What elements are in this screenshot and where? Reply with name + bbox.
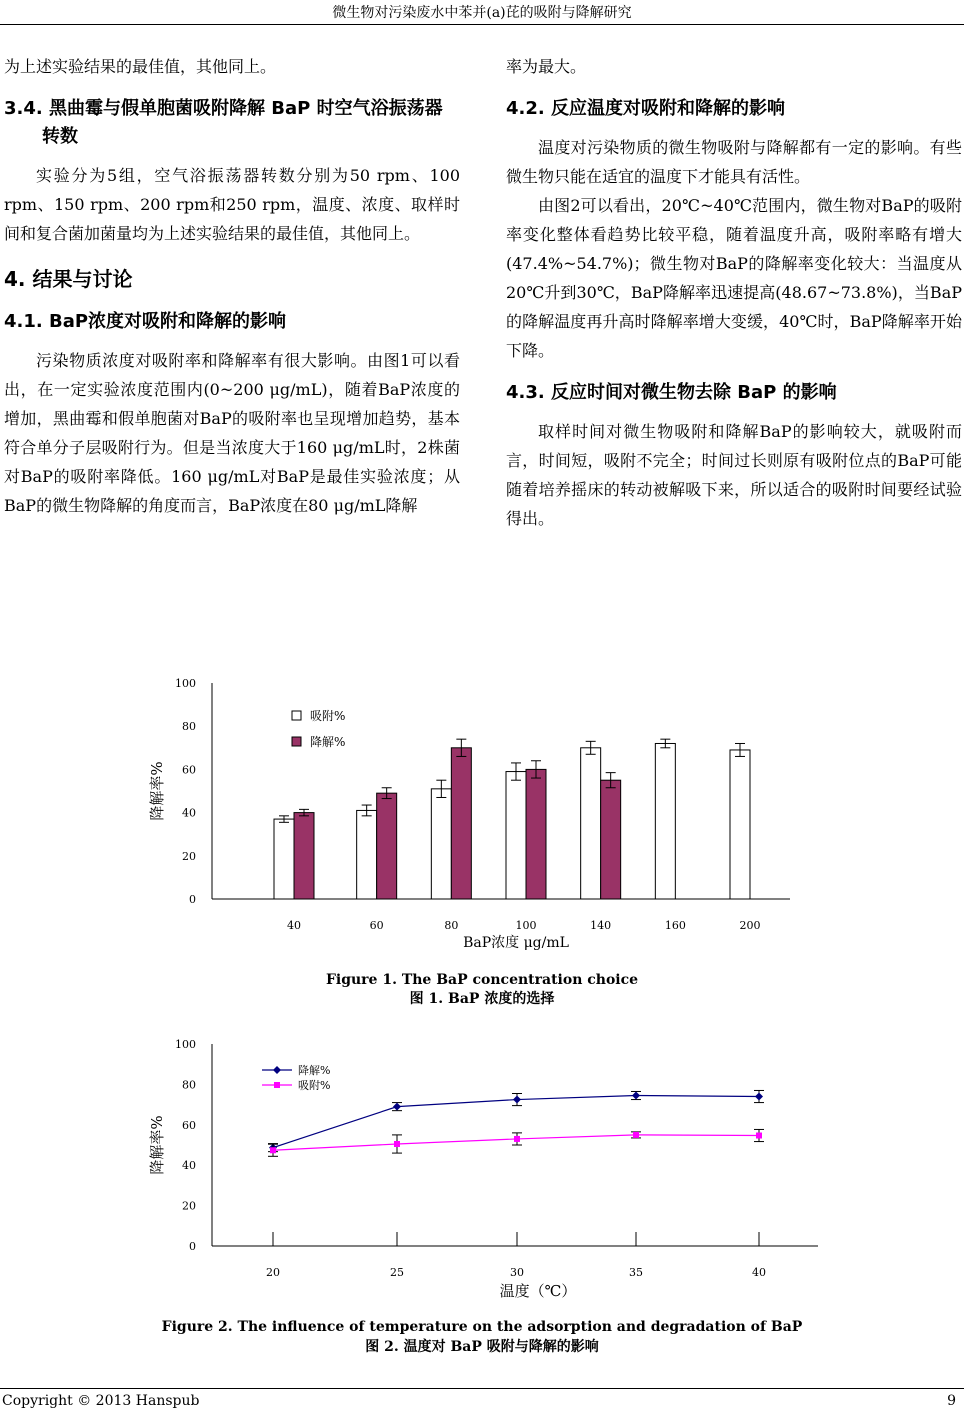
legend-label: 吸附% (310, 709, 346, 723)
bar-degradation (377, 793, 397, 899)
paragraph: 为上述实验结果的最佳值，其他同上。 (4, 57, 277, 76)
data-point-degradation (632, 1092, 640, 1100)
x-axis-label: BaP浓度 μg/mL (463, 935, 569, 951)
paragraph: 污染物质浓度对吸附率和降解率有很大影响。由图1可以看出，在一定实验浓度范围内(0~200 μg/mL)，随着BaP浓度的增加，黑曲霉和假单胞菌对BaP的吸附率也呈现增加趋势，基本符合单分子层吸附行为。但是当浓度大于160 μg/mL时，2株菌对BaP的吸附率降低。160 μg/mL对BaP是最佳实验浓度；从BaP的微生物降解的角度而言，BaP浓度在80 μg/mL降解 (4, 351, 460, 515)
y-tick-label: 60 (182, 763, 196, 777)
legend-swatch (292, 737, 301, 746)
y-tick-label: 20 (182, 849, 196, 863)
data-point-adsorption (756, 1133, 762, 1139)
y-axis-label: 降解率% (148, 761, 166, 821)
bar-adsorption (655, 743, 675, 899)
section-heading-4: 4. 结果与讨论 (4, 267, 133, 291)
right-column (506, 52, 962, 533)
figure-1-caption-en: Figure 1. The BaP concentration choice (325, 972, 639, 988)
figure-2-line-chart (0, 1030, 964, 1310)
legend-label: 降解% (298, 1064, 331, 1077)
copyright: Copyright © 2013 Hanspub (2, 1393, 200, 1409)
y-tick-label: 100 (175, 677, 196, 690)
y-tick-label: 80 (182, 720, 196, 734)
y-tick-label: 100 (175, 1038, 196, 1051)
y-tick-label: 0 (189, 1240, 196, 1253)
paragraph: 率为最大。 (506, 57, 587, 76)
bar-degradation (601, 780, 621, 899)
legend-swatch (292, 711, 301, 720)
y-tick-label: 60 (182, 1118, 196, 1132)
data-point-degradation (755, 1093, 763, 1101)
legend-label: 降解% (310, 735, 346, 749)
data-point-adsorption (394, 1141, 400, 1147)
bar-degradation (451, 748, 471, 899)
bar-adsorption (274, 819, 294, 899)
data-point-degradation (393, 1103, 401, 1111)
y-tick-label: 40 (182, 806, 196, 820)
y-tick-label: 0 (189, 893, 196, 906)
x-tick-label: 140 (590, 919, 612, 932)
x-tick-label: 160 (664, 919, 686, 932)
bar-adsorption (730, 750, 750, 899)
bar-adsorption (357, 810, 377, 899)
legend-marker (273, 1066, 281, 1074)
left-column (4, 52, 460, 520)
bar-adsorption (431, 789, 451, 899)
data-point-degradation (513, 1096, 521, 1104)
bar-adsorption (581, 748, 601, 899)
figure-1-bar-chart (0, 665, 964, 965)
bar-degradation (294, 813, 314, 899)
data-point-adsorption (270, 1147, 276, 1153)
x-tick-label: 20 (266, 1266, 280, 1279)
x-tick-label: 35 (629, 1266, 643, 1279)
page-number: 9 (947, 1393, 956, 1409)
y-tick-label: 20 (182, 1199, 196, 1213)
x-axis-label: 温度（℃） (499, 1282, 577, 1300)
footer-rule (0, 1388, 964, 1389)
y-tick-label: 40 (182, 1159, 196, 1173)
figure-2-caption-en: Figure 2. The influence of temperature on the adsorption and degradation of BaP (161, 1319, 803, 1335)
paragraph: 取样时间对微生物吸附和降解BaP的影响较大，就吸附而言，时间短，吸附不完全；时间过长则原有吸附位点的BaP可能随着培养摇床的转动被解吸下来，所以适合的吸附时间要经试验得出。 (506, 422, 962, 528)
x-tick-label: 80 (444, 919, 459, 932)
section-heading-4-2: 4.2. 反应温度对吸附和降解的影响 (506, 98, 785, 119)
x-tick-label: 100 (515, 919, 537, 932)
legend-label: 吸附% (298, 1079, 331, 1092)
data-point-adsorption (514, 1136, 520, 1142)
x-tick-label: 30 (510, 1266, 524, 1279)
bar-degradation (526, 769, 546, 899)
running-header: 微生物对污染废水中苯并(a)芘的吸附与降解研究 (332, 5, 632, 21)
data-point-adsorption (633, 1132, 639, 1138)
section-heading-4-1: 4.1. BaP浓度对吸附和降解的影响 (4, 311, 287, 332)
paragraph: 温度对污染物质的微生物吸附与降解都有一定的影响。有些微生物只能在适宜的温度下才能具有活性。 (506, 138, 962, 186)
paragraph: 由图2可以看出，20℃~40℃范围内，微生物对BaP的吸附率变化整体看趋势比较平稳，随着温度升高，吸附率略有增大(47.4%~54.7%)；微生物对BaP的降解率变化较大：当温度从20℃升到30℃，BaP降解率迅速提高(48.67~73.8%)，当BaP的降解温度再升高时降解率增大变缓，40℃时，BaP降解率开始下降。 (506, 196, 962, 360)
x-tick-label: 200 (739, 919, 761, 932)
x-tick-label: 60 (369, 919, 384, 932)
section-heading-3-4: 3.4. 黑曲霉与假单胞菌吸附降解 BaP 时空气浴振荡器转数 (4, 98, 443, 147)
figure-1-caption-cn: 图 1. BaP 浓度的选择 (409, 991, 555, 1007)
x-tick-label: 25 (390, 1266, 404, 1279)
section-heading-4-3: 4.3. 反应时间对微生物去除 BaP 的影响 (506, 382, 837, 403)
legend-marker (274, 1082, 280, 1088)
figure-2-caption-cn: 图 2. 温度对 BaP 吸附与降解的影响 (365, 1339, 599, 1355)
x-tick-label: 40 (752, 1266, 766, 1279)
y-tick-label: 80 (182, 1078, 196, 1092)
header-rule (0, 24, 964, 25)
paragraph: 实验分为5组，空气浴振荡器转数分别为50 rpm、100 rpm、150 rpm、200 rpm和250 rpm，温度、浓度、取样时间和复合菌加菌量均为上述实验结果的最佳值，其他同上。 (4, 166, 460, 243)
x-tick-label: 40 (287, 919, 301, 932)
bar-adsorption (506, 772, 526, 899)
y-axis-label: 降解率% (148, 1115, 166, 1175)
